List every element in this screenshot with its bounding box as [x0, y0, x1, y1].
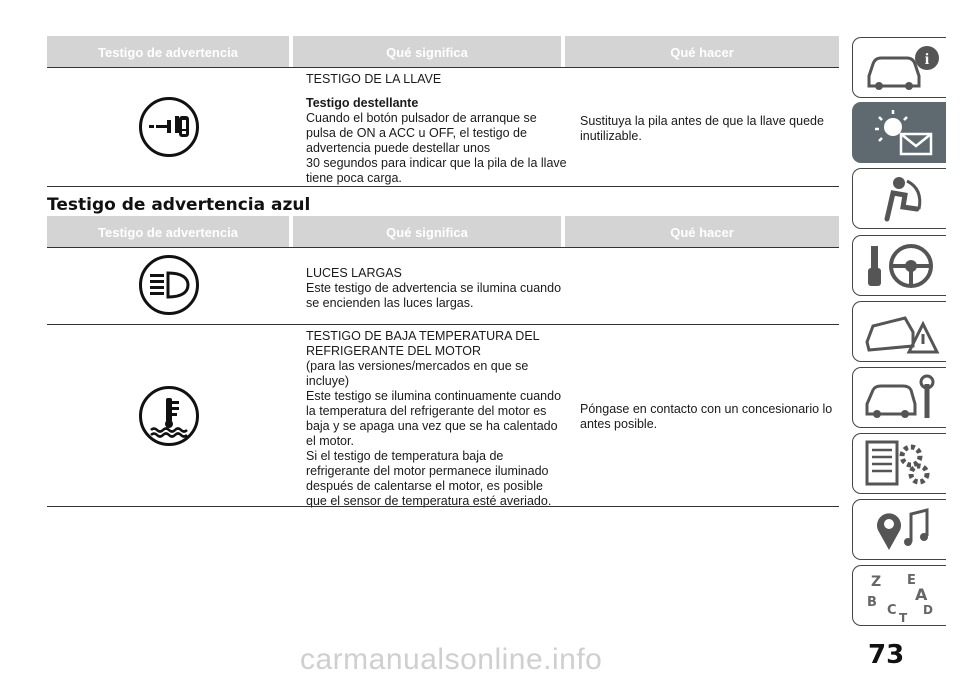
side-tab-car-info[interactable] — [852, 37, 946, 98]
table1-row-rule — [47, 186, 839, 187]
coolant-meaning: TESTIGO DE BAJA TEMPERATURA DEL REFRIGERANTE DEL MOTOR (para las versiones/mercados en que se incluye) Este testigo se ilumina continuamente cuando la temperatura del refrigerante del motor es baja y se apaga una vez que se ha calentado el motor. Si el testigo de temperatura baja de refrigerante del motor permanece iluminado después de calentarse el motor, es posible que el sensor de temperatura esté averiado. — [306, 329, 562, 508]
high-beam-icon — [138, 254, 200, 321]
key-warning-meaning: Cuando el botón pulsador de arranque se pulsa de ON a ACC u OFF, el testigo de advertencia puede destellar unos 30 segundos para indicar que la pila de la llave tiene poca carga. — [306, 111, 567, 185]
svg-text:B: B — [867, 595, 877, 610]
side-tab-starting[interactable] — [852, 235, 946, 296]
seat-airbag-icon — [863, 173, 943, 225]
side-tab-maintenance[interactable] — [852, 367, 946, 428]
table1-header-meaning: Qué significa — [293, 36, 561, 68]
svg-text:T: T — [899, 611, 908, 622]
table1-header — [47, 36, 839, 68]
warning-lights-message-icon — [863, 107, 943, 159]
key-steering-wheel-icon — [863, 240, 943, 292]
key-warning-icon — [138, 96, 200, 163]
table2-header-rule — [47, 247, 839, 248]
table2-header-meaning: Qué significa — [293, 216, 561, 248]
table1-header-warning: Testigo de advertencia — [47, 36, 289, 68]
table2-row1-rule — [47, 324, 839, 325]
multimedia-music-icon — [863, 504, 943, 556]
alphabetical-index-icon — [863, 570, 943, 622]
technical-data-gears-icon — [863, 438, 943, 490]
table2-header-warning: Testigo de advertencia — [47, 216, 289, 248]
coolant-action: Póngase en contacto con un concesionario lo antes posible. — [580, 402, 833, 431]
key-warning-title: TESTIGO DE LA LLAVE — [306, 72, 442, 86]
car-breakdown-warning-icon — [863, 306, 943, 358]
svg-text:C: C — [887, 603, 897, 618]
key-warning-action: Sustituya la pila antes de que la llave quede inutilizable. — [580, 114, 824, 143]
svg-text:D: D — [923, 603, 933, 617]
side-tab-emergency[interactable] — [852, 301, 946, 362]
table2-row2-rule — [47, 506, 839, 507]
table2-header — [47, 216, 839, 248]
side-tab-safety[interactable] — [852, 168, 946, 229]
side-tab-multimedia[interactable] — [852, 499, 946, 560]
key-warning-subtitle: Testigo destellante — [306, 96, 419, 110]
watermark: carmanualsonline.info — [300, 643, 603, 676]
side-tab-technical-data[interactable] — [852, 433, 946, 494]
coolant-low-temperature-icon — [138, 385, 200, 452]
page-number: 73 — [868, 640, 905, 670]
table1-header-action: Qué hacer — [565, 36, 839, 68]
svg-text:E: E — [907, 573, 916, 588]
svg-text:Z: Z — [871, 574, 882, 590]
car-maintenance-wrench-icon — [863, 372, 943, 424]
svg-text:A: A — [915, 585, 928, 604]
side-tab-index[interactable] — [852, 565, 946, 626]
table2-header-action: Qué hacer — [565, 216, 839, 248]
side-tab-warning-lights[interactable] — [852, 102, 946, 163]
section-title: Testigo de advertencia azul — [47, 195, 311, 215]
table1-header-rule — [47, 67, 839, 68]
car-info-icon — [863, 42, 943, 94]
svg-text:i: i — [924, 51, 930, 68]
high-beam-meaning: LUCES LARGAS Este testigo de advertencia se ilumina cuando se encienden las luces largas. — [306, 266, 562, 310]
